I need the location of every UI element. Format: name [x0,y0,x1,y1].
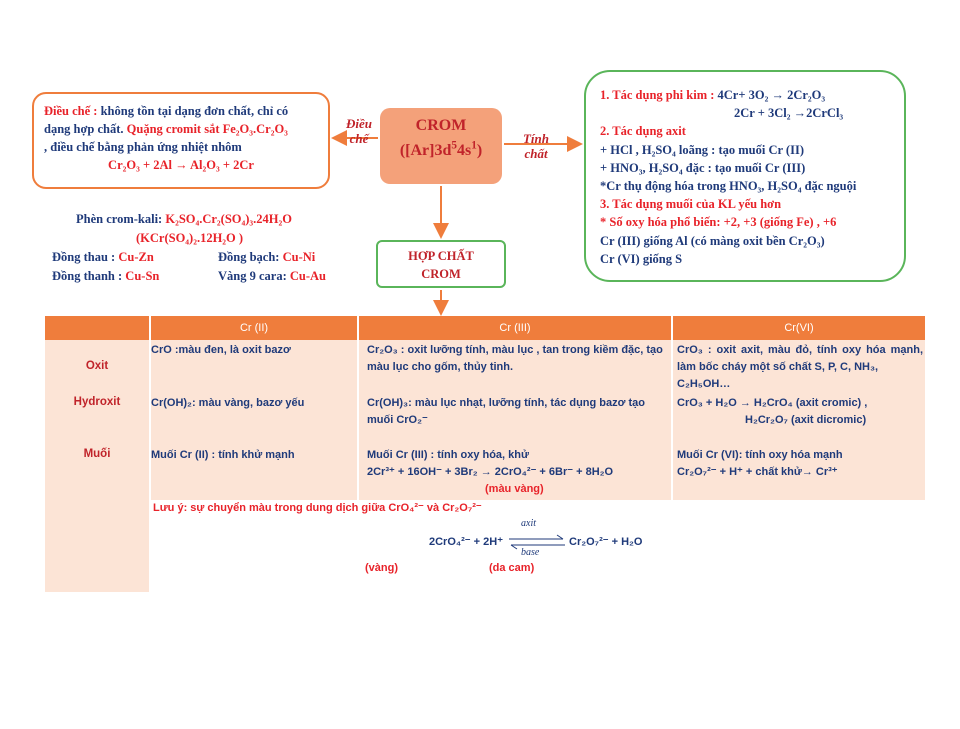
crom-node [380,108,502,184]
oxit-cr6 [677,342,923,393]
prop-line-8: * Số oxy hóa phổ biến: +2, +3 (giống Fe) , +6 [600,215,837,230]
brass [52,248,154,267]
header-cr3: Cr (III) [359,316,671,340]
oxit-cr6-b: C₂H₅OH… [677,378,731,390]
config-prefix: ([Ar]3d [399,142,452,159]
oxit-cr6-a: CrO₃ : oxit axit, màu đỏ, tính oxy hóa mạnh, làm bốc cháy một số chất S, P, C, NH₃, [677,344,923,373]
prep-line1-rest: không tồn tại dạng đơn chất, chỉ có [97,104,289,118]
prop-line-9: Cr (III) giống Al (có màng oxit bền Cr₂O₃) [600,233,825,248]
bronze-label: Đồng thanh : [52,269,126,283]
note-area [149,500,925,592]
muoi-cr3-a: Muối Cr (III) : tính oxy hóa, khử [367,449,529,461]
prop-line-7: 3. Tác dụng muối của KL yếu hơn [600,197,782,212]
brass-label: Đồng thau : [52,250,119,264]
prep-line-1 [44,102,318,120]
alum-line [52,210,352,229]
note-color-orange: (da cam) [489,562,535,574]
row-label-oxit: Oxit [85,360,109,372]
edge-label-prop-1: Tính [522,131,549,146]
edge-label-properties [514,131,558,161]
header-cr6: Cr(VI) [673,316,925,340]
edge-label-prop-2: chất [524,146,548,161]
electron-config [380,139,502,160]
muoi-cr3-color: (màu vàng) [485,483,544,495]
note-eq-right: Cr₂O₇²⁻ + H₂O [569,536,643,548]
properties-box [584,70,906,282]
alloy-row-2 [52,267,352,286]
compound-line-1: HỢP CHẤT [408,249,474,263]
arrow-label-base: base [521,547,540,558]
label-column-bg [45,340,149,592]
hydroxit-cr6-b: H₂Cr₂O₇ (axit dicromic) [745,414,867,426]
prop-line-3: 2. Tác dụng axit [600,124,686,139]
alum-formula: K₂SO₄.Cr₂(SO₄)₃.24H₂O [165,212,292,226]
oxit-cr2: CrO :màu đen, là oxit bazơ [151,344,291,356]
compounds-table [45,316,925,592]
bronze [52,267,159,286]
cupronickel [218,248,315,267]
hydroxit-cr3: Cr(OH)₃: màu lục nhạt, lưỡng tính, tác dụng bazơ tạo muối CrO₂⁻ [367,397,646,426]
muoi-cr3-b: 2Cr³⁺ + 16OH⁻ + 3Br₂ → 2CrO₄²⁻ + 6Br⁻ + 8H₂O [367,466,614,478]
header-blank [45,316,149,340]
muoi-cr6-b: Cr₂O₇²⁻ + H⁺ + chất khử→ Cr³⁺ [677,466,838,478]
note-eq-left: 2CrO₄²⁻ + 2H⁺ [429,536,504,548]
compound-line-2: CROM [421,267,461,281]
brass-value: Cu-Zn [118,250,154,264]
prop-line-1 [600,86,890,104]
oxit-cr3: Cr₂O₃ : oxit lưỡng tính, màu lục , tan trong kiềm đặc, tạo màu lục cho gốm, thủy tinh. [367,344,663,373]
prep-lead: Điều chế : [44,104,98,118]
muoi-cr2: Muối Cr (II) : tính khử mạnh [151,449,295,461]
muoi-cr3 [367,447,667,498]
alum-label: Phèn crom-kali: [76,212,166,226]
arrow-label-axit: axit [521,518,536,529]
prep-line-2 [44,120,318,138]
edge-label-preparation [340,116,378,146]
config-suffix: ) [476,142,483,159]
prop-line-10: Cr (VI) giống S [600,251,683,266]
note-color-yellow: (vàng) [365,562,398,574]
cr2-column-bg [151,340,357,500]
config-sup-d: 5 [451,139,457,152]
prop-line-5: + HNO₃, H₂SO₄ đặc : tạo muối Cr (III) [600,160,806,175]
hydroxit-cr6-a: CrO₃ + H₂O → H₂CrO₄ (axit cromic) , [677,397,868,409]
prop-line-6: *Cr thụ động hóa trong HNO₃, H₂SO₄ đặc nguội [600,179,857,194]
prop-l1-a: 1. Tác dụng phi kim : [600,88,715,102]
prep-line-3: , điều chế bằng phản ứng nhiệt nhôm [44,140,242,154]
edge-label-prep-1: Điều [346,116,372,131]
gold-9k [218,267,326,286]
alum-formula-2: (KCr(SO₄)₂.12H₂O ) [136,231,244,245]
prop-l1-b: 4Cr+ 3O₂ → 2Cr₂O₃ [714,88,826,102]
preparation-box [32,92,330,189]
prop-line-2: 2Cr + 3Cl₂ →2CrCl₃ [734,106,844,121]
config-sup-s: 1 [471,139,477,152]
hydroxit-cr6 [677,395,923,429]
bronze-value: Cu-Sn [125,269,160,283]
muoi-cr6-a: Muối Cr (VI): tính oxy hóa mạnh [677,449,843,461]
prep-ore: Quặng cromit sắt Fe₂O₃.Cr₂O₃ [126,122,288,136]
note-title-text: Lưu ý: sự chuyển màu trong dung dịch giữa CrO₄²⁻ và Cr₂O₇²⁻ [153,502,482,514]
compound-node [376,240,506,288]
row-label-hydroxit: Hydroxit [73,396,121,408]
prep-line2-a: dạng hợp chất. [44,122,127,136]
prep-equation: Cr₂O₃ + 2Al → Al₂O₃ + 2Cr [108,158,254,172]
gold-label: Vàng 9 cara: [218,269,290,283]
gold-value: Cu-Au [289,269,326,283]
muoi-cr6 [677,447,923,481]
cupronickel-label: Đồng bạch: [218,250,283,264]
hydroxit-cr2: Cr(OH)₂: màu vàng, bazơ yếu [151,397,305,409]
alloys-info [52,210,352,286]
cupronickel-value: Cu-Ni [282,250,316,264]
note-title [153,500,913,517]
prop-line-4: + HCl , H₂SO₄ loãng : tạo muối Cr (II) [600,142,804,157]
alloy-row-1 [52,248,352,267]
row-label-muoi: Muối [83,448,111,460]
header-cr2: Cr (II) [151,316,357,340]
edge-label-prep-2: chế [349,131,369,146]
crom-title: CROM [415,117,467,134]
config-mid: 4s [456,142,472,159]
